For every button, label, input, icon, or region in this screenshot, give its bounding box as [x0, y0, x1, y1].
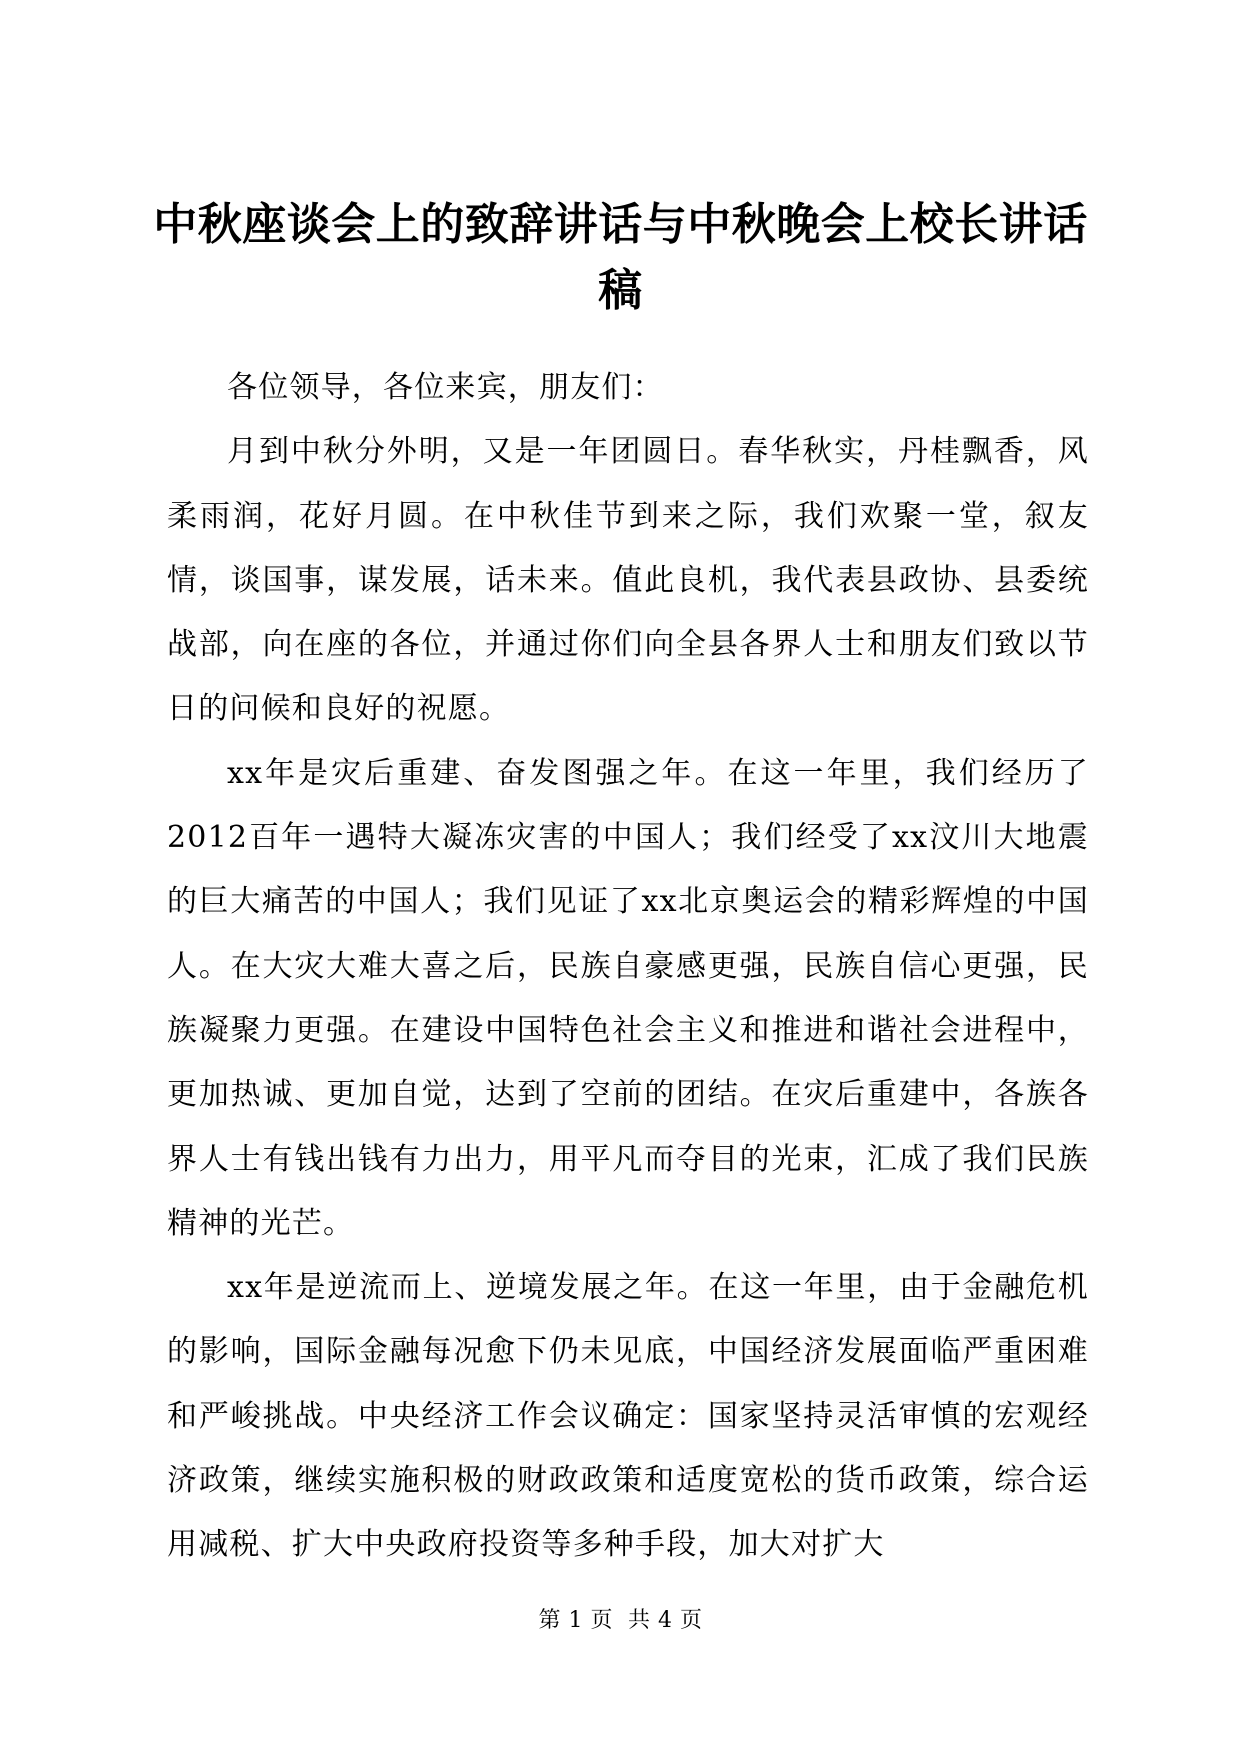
- body-paragraph: xx年是灾后重建、奋发图强之年。在这一年里，我们经历了2012百年一遇特大凝冻灾害的中国人；我们经受了xx汶川大地震的巨大痛苦的中国人；我们见证了xx北京奥运会的精彩辉煌的中国人。在大灾大难大喜之后，民族自豪感更强，民族自信心更强，民族凝聚力更强。在建设中国特色社会主义和推进和谐社会进程中，更加热诚、更加自觉，达到了空前的团结。在灾后重建中，各族各界人士有钱出钱有力出力，用平凡而夺目的光束，汇成了我们民族精神的光芒。: [167, 755, 1089, 1241]
- salutation-paragraph: 各位领导，各位来宾，朋友们：: [227, 370, 664, 405]
- document-title: 中秋座谈会上的致辞讲话与中秋晚会上校长讲话稿: [153, 199, 1088, 316]
- document-body: [167, 356, 1089, 1578]
- page-footer: [0, 1606, 1241, 1636]
- body-paragraph: xx年是逆流而上、逆境发展之年。在这一年里，由于金融危机的影响，国际金融每况愈下仍未见底，中国经济发展面临严重困难和严峻挑战。中央经济工作会议确定：国家坚持灵活审慎的宏观经济政策，继续实施积极的财政政策和适度宽松的货币政策，综合运用减税、扩大中央政府投资等多种手段，加大对扩大: [167, 1270, 1089, 1563]
- page-number: 第 1 页 共 4 页: [538, 1608, 703, 1633]
- body-paragraph: 月到中秋分外明，又是一年团圆日。春华秋实，丹桂飘香，风柔雨润，花好月圆。在中秋佳节到来之际，我们欢聚一堂，叙友情，谈国事，谋发展，话未来。值此良机，我代表县政协、县委统战部，向在座的各位，并通过你们向全县各界人士和朋友们致以节日的问候和良好的祝愿。: [167, 434, 1089, 727]
